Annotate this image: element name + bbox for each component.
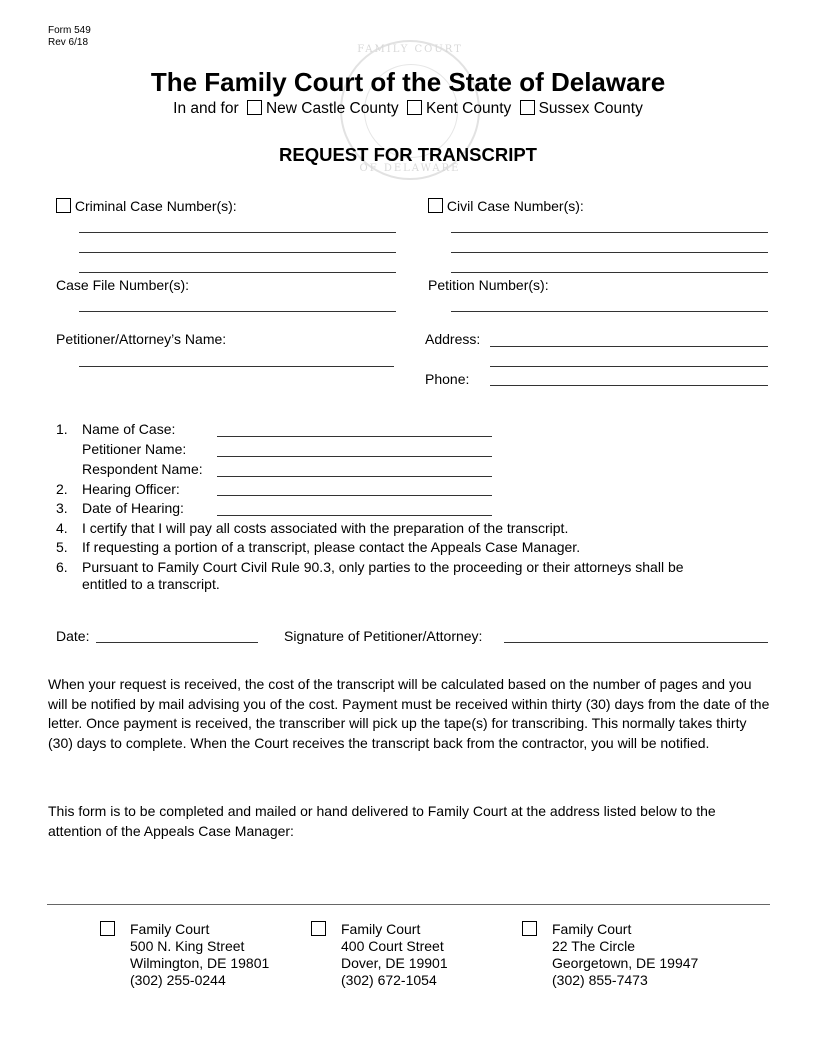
respondent-name-line[interactable] <box>217 476 492 477</box>
dover-name: Family Court <box>341 921 421 937</box>
civil-case-line-3[interactable] <box>451 272 768 273</box>
dover-phone: (302) 672-1054 <box>341 972 437 988</box>
petitioner-attorney-label: Petitioner/Attorney’s Name: <box>56 331 227 347</box>
item-number-6: 6. <box>56 559 68 575</box>
date-of-hearing-line[interactable] <box>217 515 492 516</box>
wilmington-checkbox[interactable] <box>100 921 115 936</box>
wilmington-phone: (302) 255-0244 <box>130 972 226 988</box>
case-file-line[interactable] <box>79 311 396 312</box>
case-file-label: Case File Number(s): <box>56 277 190 293</box>
name-of-case-line[interactable] <box>217 436 492 437</box>
petitioner-attorney-line[interactable] <box>79 366 394 367</box>
item-number-5: 5. <box>56 539 68 555</box>
petition-number-label: Petition Number(s): <box>428 277 549 293</box>
date-label: Date: <box>56 628 90 644</box>
address-line-1[interactable] <box>490 346 768 347</box>
sussex-checkbox[interactable] <box>520 100 535 115</box>
criminal-case-line-1[interactable] <box>79 232 396 233</box>
hearing-officer-line[interactable] <box>217 495 492 496</box>
seal-top-text: FAMILY COURT <box>357 44 463 55</box>
form-number: Form 549 <box>48 25 91 36</box>
item-number-4: 4. <box>56 520 68 536</box>
county-selector <box>0 99 816 118</box>
divider <box>47 904 770 905</box>
wilmington-street: 500 N. King Street <box>130 938 245 954</box>
georgetown-phone: (302) 855-7473 <box>552 972 648 988</box>
new-castle-checkbox[interactable] <box>247 100 262 115</box>
in-and-for-label: In and for <box>173 100 239 117</box>
court-title: The Family Court of the State of Delaware <box>150 67 666 97</box>
date-of-hearing-label: Date of Hearing: <box>82 500 184 516</box>
signature-line[interactable] <box>504 642 768 643</box>
respondent-name-label: Respondent Name: <box>82 461 203 477</box>
rule-statement: Pursuant to Family Court Civil Rule 90.3, only parties to the proceeding or their attorneys shall be entitled to a transcript. <box>82 559 684 592</box>
portion-statement: If requesting a portion of a transcript, please contact the Appeals Case Manager. <box>82 539 581 555</box>
wilmington-name: Family Court <box>130 921 210 937</box>
address-line-2[interactable] <box>490 366 768 367</box>
certify-statement: I certify that I will pay all costs associated with the preparation of the transcript. <box>82 520 569 536</box>
criminal-case-line-3[interactable] <box>79 272 396 273</box>
civil-case-label: Civil Case Number(s): <box>446 198 584 214</box>
dover-city: Dover, DE 19901 <box>341 955 448 971</box>
new-castle-label: New Castle County <box>265 100 399 117</box>
dover-address <box>341 921 541 989</box>
petition-number-line[interactable] <box>451 311 768 312</box>
civil-case-line-2[interactable] <box>451 252 768 253</box>
hearing-officer-label: Hearing Officer: <box>82 481 180 497</box>
name-of-case-label: Name of Case: <box>82 421 176 437</box>
sussex-label: Sussex County <box>538 100 643 117</box>
wilmington-address <box>130 921 330 989</box>
signature-label: Signature of Petitioner/Attorney: <box>284 628 483 644</box>
item-number-2: 2. <box>56 481 68 497</box>
georgetown-checkbox[interactable] <box>522 921 537 936</box>
civil-case-checkbox[interactable] <box>428 198 443 213</box>
form-revision: Rev 6/18 <box>48 37 89 48</box>
phone-label: Phone: <box>425 371 470 387</box>
criminal-case-checkbox[interactable] <box>56 198 71 213</box>
item-number-1: 1. <box>56 421 68 437</box>
civil-case-line-1[interactable] <box>451 232 768 233</box>
georgetown-street: 22 The Circle <box>552 938 636 954</box>
document-title: REQUEST FOR TRANSCRIPT <box>279 144 537 165</box>
petitioner-name-line[interactable] <box>217 456 492 457</box>
address-label: Address: <box>425 331 481 347</box>
kent-label: Kent County <box>425 100 512 117</box>
criminal-case-label: Criminal Case Number(s): <box>74 198 237 214</box>
phone-line[interactable] <box>490 385 768 386</box>
seal-bottom-text: OF DELAWARE <box>359 163 461 174</box>
date-line[interactable] <box>96 642 258 643</box>
dover-checkbox[interactable] <box>311 921 326 936</box>
civil-case-row <box>428 198 584 215</box>
georgetown-name: Family Court <box>552 921 632 937</box>
georgetown-city: Georgetown, DE 19947 <box>552 955 699 971</box>
georgetown-address <box>552 921 772 989</box>
cost-paragraph: When your request is received, the cost of the transcript will be calculated based on the number of pages and you will be notified by mail advising you of the cost. Payment must be received within thirty (30) days from the date of the letter. Once payment is received, the transcriber will pick up the tape(s) for transcribing. This normally takes thirty (30) days to complete. When the Court receives the transcript back from the contractor, you will be notified. <box>48 676 770 751</box>
dover-street: 400 Court Street <box>341 938 444 954</box>
kent-checkbox[interactable] <box>407 100 422 115</box>
criminal-case-row <box>56 198 237 215</box>
wilmington-city: Wilmington, DE 19801 <box>130 955 270 971</box>
item-number-3: 3. <box>56 500 68 516</box>
criminal-case-line-2[interactable] <box>79 252 396 253</box>
petitioner-name-label: Petitioner Name: <box>82 441 187 457</box>
mailing-paragraph: This form is to be completed and mailed or hand delivered to Family Court at the address listed below to the attention of the Appeals Case Manager: <box>48 803 716 839</box>
